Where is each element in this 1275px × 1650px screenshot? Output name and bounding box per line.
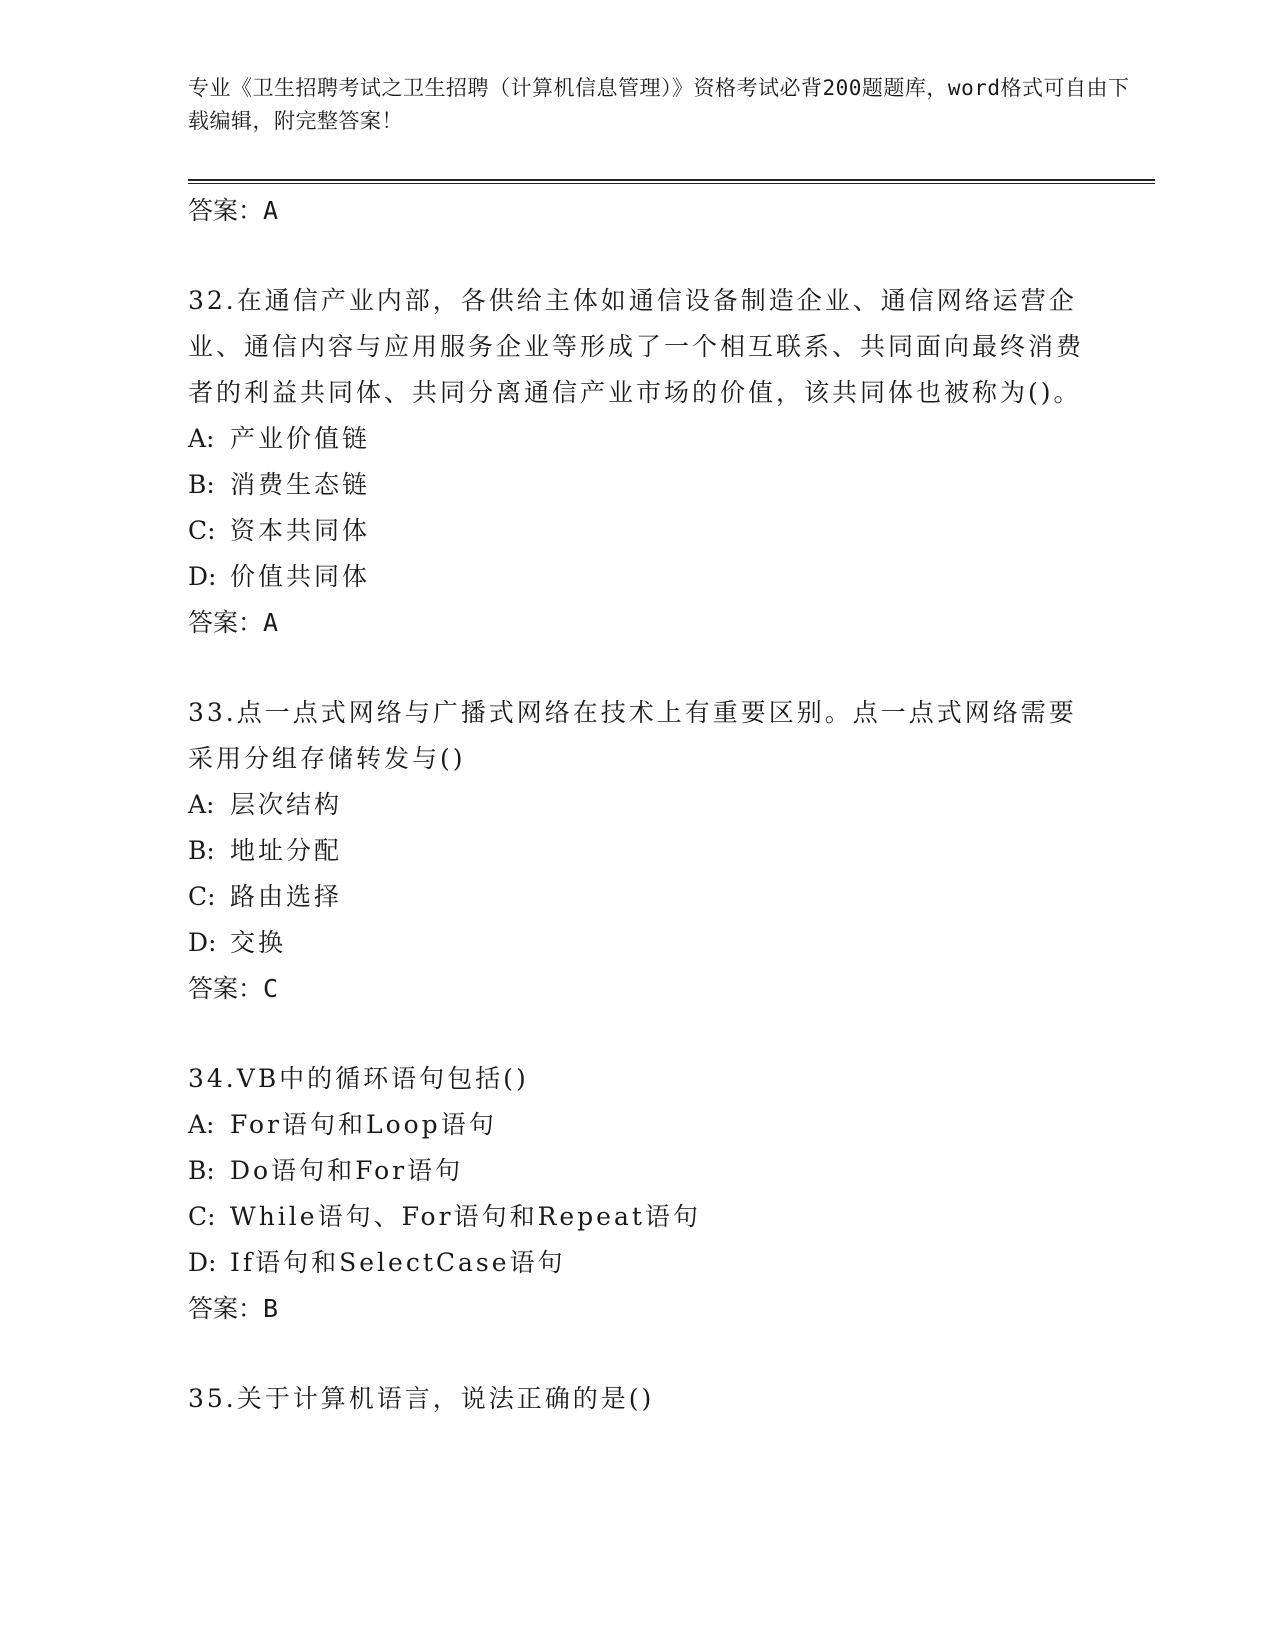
answer-line <box>188 966 1088 1012</box>
option-letter: D: <box>188 928 217 957</box>
answer-value: C <box>263 974 279 1003</box>
option-d <box>188 554 1088 600</box>
question-34 <box>188 1056 1088 1332</box>
document-body <box>188 188 1088 1422</box>
question-stem: 35.关于计算机语言，说法正确的是() <box>188 1384 655 1413</box>
spacer <box>188 234 1088 278</box>
option-letter: D: <box>188 1248 217 1277</box>
option-a <box>188 416 1088 462</box>
spacer <box>188 1012 1088 1056</box>
option-letter: A: <box>188 1110 215 1139</box>
option-d <box>188 1240 1088 1286</box>
option-letter: B: <box>188 1156 215 1185</box>
answer-value: A <box>263 196 279 225</box>
question-stem: 32.在通信产业内部，各供给主体如通信设备制造企业、通信网络运营企业、通信内容与应用服务企业等形成了一个相互联系、共同面向最终消费者的利益共同体、共同分离通信产业市场的价值，该共同体也被称为()。 <box>188 286 1085 407</box>
answer-value: B <box>263 1294 279 1323</box>
option-letter: D: <box>188 562 217 591</box>
option-text: 价值共同体 <box>230 562 371 591</box>
option-letter: B: <box>188 836 215 865</box>
option-c <box>188 508 1088 554</box>
option-c <box>188 1194 1088 1240</box>
document-header: 专业《卫生招聘考试之卫生招聘（计算机信息管理）》资格考试必背200题题库，word格式可自由下载编辑，附完整答案！ <box>188 76 1130 133</box>
spacer <box>188 1332 1088 1376</box>
option-text: While语句、For语句和Repeat语句 <box>230 1202 701 1231</box>
option-letter: A: <box>188 790 215 819</box>
option-text: 层次结构 <box>230 790 343 819</box>
option-text: 路由选择 <box>230 882 343 911</box>
answer-label: 答案： <box>188 1294 264 1323</box>
option-text: 产业价值链 <box>230 424 371 453</box>
answer-line <box>188 188 1088 234</box>
option-b <box>188 462 1088 508</box>
option-c <box>188 874 1088 920</box>
option-b <box>188 1148 1088 1194</box>
option-a <box>188 782 1088 828</box>
answer-line <box>188 600 1088 646</box>
option-text: 交换 <box>230 928 287 957</box>
option-d <box>188 920 1088 966</box>
option-letter: A: <box>188 424 215 453</box>
option-b <box>188 828 1088 874</box>
option-letter: C: <box>188 882 216 911</box>
answer-label: 答案： <box>188 608 264 637</box>
answer-label: 答案： <box>188 974 264 1003</box>
header-divider <box>188 179 1155 184</box>
option-text: If语句和SelectCase语句 <box>230 1248 566 1277</box>
answer-line <box>188 1286 1088 1332</box>
spacer <box>188 646 1088 690</box>
question-33 <box>188 690 1088 1012</box>
option-letter: B: <box>188 470 215 499</box>
question-35 <box>188 1376 1088 1422</box>
option-letter: C: <box>188 516 216 545</box>
option-text: For语句和Loop语句 <box>230 1110 497 1139</box>
question-32 <box>188 278 1088 646</box>
question-stem: 33.点一点式网络与广播式网络在技术上有重要区别。点一点式网络需要采用分组存储转发与() <box>188 698 1077 773</box>
option-text: 资本共同体 <box>230 516 371 545</box>
answer-label: 答案： <box>188 196 264 225</box>
option-text: Do语句和For语句 <box>230 1156 464 1185</box>
question-stem: 34.VB中的循环语句包括() <box>188 1064 529 1093</box>
option-letter: C: <box>188 1202 216 1231</box>
option-text: 消费生态链 <box>230 470 371 499</box>
option-text: 地址分配 <box>230 836 343 865</box>
option-a <box>188 1102 1088 1148</box>
answer-value: A <box>263 608 279 637</box>
